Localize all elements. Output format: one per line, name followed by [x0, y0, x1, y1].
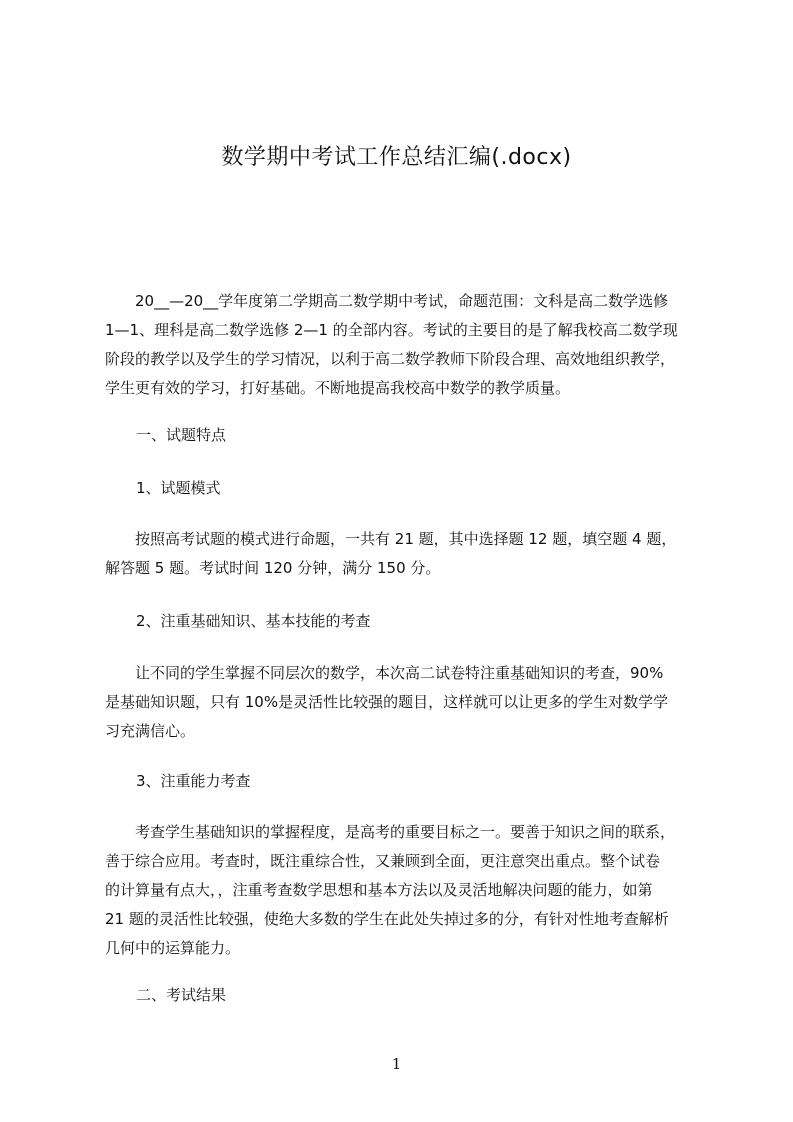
text-line: 1—1、理科是高二数学选修 2—1 的全部内容。考试的主要目的是了解我校高二数学现	[105, 321, 678, 339]
text-line: 让不同的学生掌握不同层次的数学，本次高二试卷特注重基础知识的考查，90%	[105, 664, 664, 682]
text-line: 学生更有效的学习，打好基础。不断地提高我校高中数学的教学质量。	[105, 379, 571, 397]
text-line: 几何中的运算能力。	[105, 939, 241, 957]
page-number: 1	[391, 1055, 402, 1073]
section-heading-2: 二、考试结果	[136, 986, 227, 1004]
text-line: 按照高考试题的模式进行命题，一共有 21 题，其中选择题 12 题，填空题 4 题，	[105, 530, 677, 548]
paragraph-mode	[105, 525, 705, 583]
subsection-heading-1-1: 1、试题模式	[136, 479, 221, 497]
text-line: 考查学生基础知识的掌握程度，是高考的重要目标之一。要善于知识之间的联系，	[105, 823, 676, 841]
document-title: 数学期中考试工作总结汇编(.docx)	[221, 145, 572, 170]
text-line: 20__—20__学年度第二学期高二数学期中考试，命题范围：文科是高二数学选修	[105, 292, 669, 310]
text-line: 的计算量有点大，，注重考查数学思想和基本方法以及灵活地解决问题的能力，如第	[105, 881, 653, 899]
text-line: 阶段的教学以及学生的学习情况，以利于高二数学教师下阶段合理、高效地组织教学，	[105, 350, 676, 368]
subsection-heading-1-3: 3、注重能力考查	[136, 772, 251, 790]
paragraph-ability	[105, 818, 705, 963]
text-line: 21 题的灵活性比较强，使绝大多数的学生在此处失掉过多的分，有针对性地考查解析	[105, 910, 669, 928]
paragraph-basics	[105, 659, 705, 746]
subsection-heading-1-2: 2、注重基础知识、基本技能的考查	[136, 612, 371, 630]
text-line: 解答题 5 题。考试时间 120 分钟，满分 150 分。	[105, 559, 441, 577]
text-line: 善于综合应用。考查时，既注重综合性，又兼顾到全面，更注意突出重点。整个试卷	[105, 852, 661, 870]
paragraph-intro	[105, 287, 705, 403]
text-line: 是基础知识题，只有 10%是灵活性比较强的题目，这样就可以让更多的学生对数学学	[105, 693, 669, 711]
text-line: 习充满信心。	[105, 722, 196, 740]
section-heading-1: 一、试题特点	[136, 426, 227, 444]
